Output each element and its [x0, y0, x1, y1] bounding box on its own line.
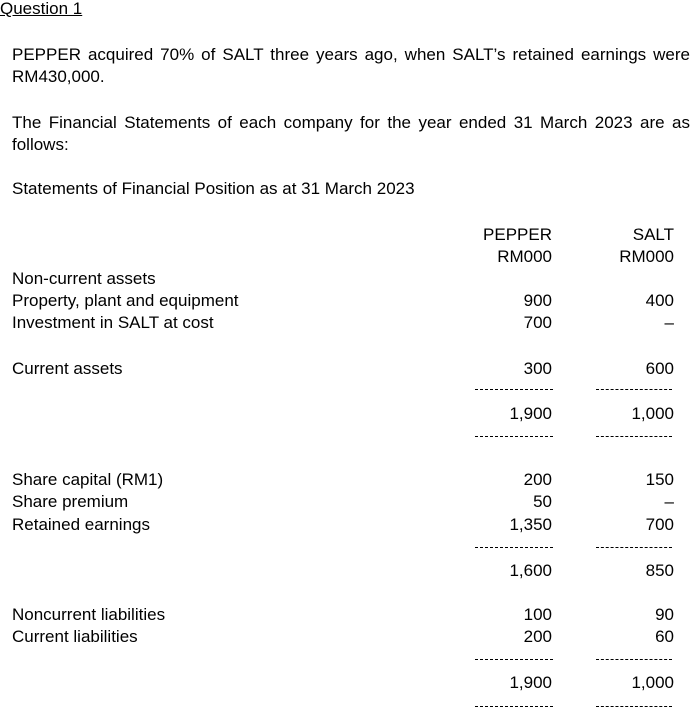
section-title: Statements of Financial Position as at 31 March 2023 — [12, 179, 415, 198]
retained-earnings-pepper-value: 1,350 — [509, 515, 552, 534]
share-premium-salt-value: – — [664, 492, 674, 511]
column-header-pepper: PEPPER — [483, 225, 552, 244]
ppe-salt-value: 400 — [645, 291, 674, 310]
investment-pepper-value: 700 — [523, 313, 552, 332]
total-assets-pepper-value: 1,900 — [509, 404, 552, 423]
retained-earnings-label: Retained earnings — [12, 515, 150, 534]
intro-paragraph: PEPPER acquired 70% of SALT three years ago, when SALT’s retained earnings were RM430,000. — [12, 45, 690, 86]
ppe-pepper-value: 900 — [523, 291, 552, 310]
share-premium-pepper-value: 50 — [533, 492, 552, 511]
column-header-salt: SALT — [632, 225, 674, 244]
total-equity-pepper-value: 1,600 — [509, 561, 552, 580]
current-liabilities-salt-value: 60 — [655, 627, 674, 646]
column-unit-salt: RM000 — [619, 247, 674, 266]
divider-line — [475, 436, 553, 437]
divider-line — [475, 659, 553, 660]
divider-line — [596, 547, 672, 548]
current-assets-pepper-value: 300 — [523, 359, 552, 378]
divider-line — [475, 547, 553, 548]
noncurrent-liabilities-salt-value: 90 — [655, 605, 674, 624]
investment-label: Investment in SALT at cost — [12, 313, 214, 332]
divider-line — [596, 389, 672, 390]
share-capital-pepper-value: 200 — [523, 470, 552, 489]
share-capital-salt-value: 150 — [645, 470, 674, 489]
divider-line — [596, 436, 672, 437]
total-equity-liabilities-salt-value: 1,000 — [631, 673, 674, 692]
total-equity-salt-value: 850 — [645, 561, 674, 580]
total-equity-liabilities-pepper-value: 1,900 — [509, 673, 552, 692]
current-liabilities-label: Current liabilities — [12, 627, 138, 646]
statements-intro-paragraph: The Financial Statements of each company for the year ended 31 March 2023 are as follows: — [12, 113, 690, 154]
column-unit-pepper: RM000 — [497, 247, 552, 266]
share-capital-label: Share capital (RM1) — [12, 470, 164, 489]
divider-line — [596, 706, 672, 707]
noncurrent-liabilities-pepper-value: 100 — [523, 605, 552, 624]
retained-earnings-salt-value: 700 — [645, 515, 674, 534]
share-premium-label: Share premium — [12, 492, 129, 511]
question-title: Question 1 — [0, 0, 83, 18]
non-current-assets-heading: Non-current assets — [12, 269, 156, 288]
divider-line — [475, 706, 553, 707]
investment-salt-value: – — [664, 313, 674, 332]
total-assets-salt-value: 1,000 — [631, 404, 674, 423]
current-assets-label: Current assets — [12, 359, 123, 378]
ppe-label: Property, plant and equipment — [12, 291, 239, 310]
current-liabilities-pepper-value: 200 — [523, 627, 552, 646]
divider-line — [596, 659, 672, 660]
noncurrent-liabilities-label: Noncurrent liabilities — [12, 605, 166, 624]
current-assets-salt-value: 600 — [645, 359, 674, 378]
divider-line — [475, 389, 553, 390]
